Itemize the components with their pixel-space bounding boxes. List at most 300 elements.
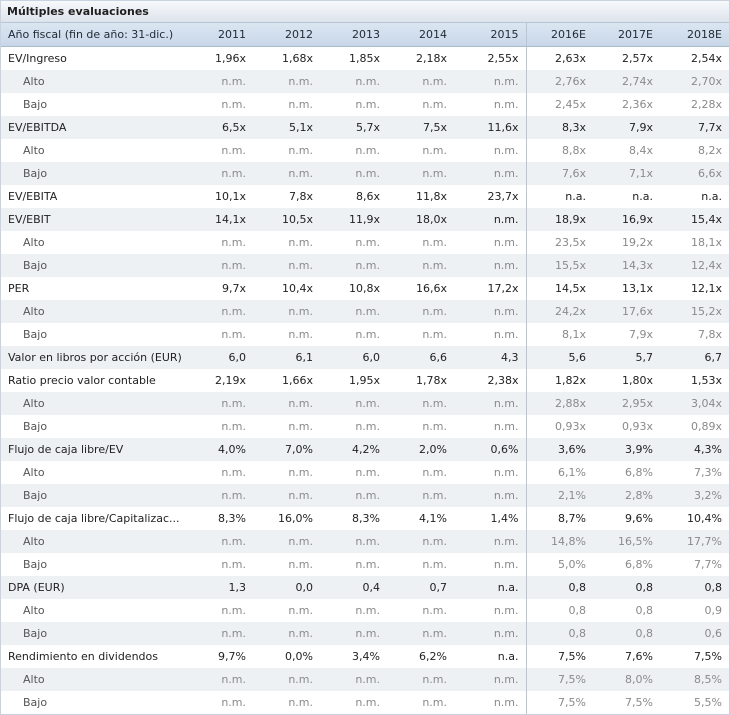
value-cell: n.m. <box>387 461 454 484</box>
value-cell: n.m. <box>454 70 526 93</box>
value-cell: 10,1x <box>194 185 253 208</box>
row-label: DPA (EUR) <box>1 576 194 599</box>
estimate-value-cell: 2,8% <box>593 484 660 507</box>
value-cell: n.m. <box>387 392 454 415</box>
estimate-value-cell: 24,2x <box>526 300 593 323</box>
estimate-value-cell: 0,93x <box>593 415 660 438</box>
value-cell: n.m. <box>253 231 320 254</box>
value-cell: n.m. <box>253 93 320 116</box>
row-label: EV/EBIT <box>1 208 194 231</box>
value-cell: 10,8x <box>320 277 387 300</box>
value-cell: 0,0% <box>253 645 320 668</box>
value-cell: n.m. <box>387 254 454 277</box>
estimate-value-cell: 7,5% <box>526 668 593 691</box>
value-cell: n.m. <box>194 553 253 576</box>
value-cell: 1,3 <box>194 576 253 599</box>
table-subrow <box>1 162 729 185</box>
subrow-label: Alto <box>1 599 194 622</box>
subrow-label: Bajo <box>1 162 194 185</box>
estimate-value-cell: 0,89x <box>660 415 729 438</box>
value-cell: n.m. <box>253 668 320 691</box>
table-row <box>1 576 729 599</box>
row-label: EV/Ingreso <box>1 47 194 71</box>
subrow-label: Alto <box>1 300 194 323</box>
estimate-value-cell: 2,28x <box>660 93 729 116</box>
value-cell: 6,0 <box>320 346 387 369</box>
row-label: EV/EBITDA <box>1 116 194 139</box>
value-cell: n.m. <box>454 599 526 622</box>
estimate-value-cell: 3,9% <box>593 438 660 461</box>
value-cell: n.m. <box>454 254 526 277</box>
estimate-value-cell: 6,6x <box>660 162 729 185</box>
value-cell: 11,9x <box>320 208 387 231</box>
value-cell: n.m. <box>194 691 253 714</box>
value-cell: n.m. <box>454 484 526 507</box>
value-cell: n.m. <box>253 162 320 185</box>
value-cell: n.m. <box>253 599 320 622</box>
estimate-value-cell: 7,6x <box>526 162 593 185</box>
value-cell: 14,1x <box>194 208 253 231</box>
header-row <box>1 23 729 47</box>
estimate-value-cell: 8,2x <box>660 139 729 162</box>
value-cell: n.m. <box>320 530 387 553</box>
estimate-value-cell: 6,8% <box>593 553 660 576</box>
table-row <box>1 438 729 461</box>
value-cell: n.m. <box>253 553 320 576</box>
estimate-value-cell: 0,6 <box>660 622 729 645</box>
estimate-value-cell: 2,57x <box>593 47 660 71</box>
estimate-value-cell: 14,3x <box>593 254 660 277</box>
subrow-label: Bajo <box>1 691 194 714</box>
estimate-value-cell: 6,1% <box>526 461 593 484</box>
value-cell: n.m. <box>253 254 320 277</box>
table-subrow <box>1 530 729 553</box>
value-cell: 1,96x <box>194 47 253 71</box>
table-row <box>1 277 729 300</box>
header-year: 2013 <box>320 23 387 47</box>
header-year: 2015 <box>454 23 526 47</box>
value-cell: 0,6% <box>454 438 526 461</box>
estimate-value-cell: 2,54x <box>660 47 729 71</box>
row-label: PER <box>1 277 194 300</box>
value-cell: n.m. <box>387 668 454 691</box>
estimate-value-cell: 7,5% <box>593 691 660 714</box>
value-cell: n.m. <box>320 484 387 507</box>
estimate-value-cell: 15,2x <box>660 300 729 323</box>
value-cell: n.m. <box>387 530 454 553</box>
value-cell: 6,6 <box>387 346 454 369</box>
header-year: 2014 <box>387 23 454 47</box>
subrow-label: Alto <box>1 139 194 162</box>
estimate-value-cell: 2,88x <box>526 392 593 415</box>
value-cell: n.m. <box>454 139 526 162</box>
value-cell: n.m. <box>320 691 387 714</box>
value-cell: 17,2x <box>454 277 526 300</box>
subrow-label: Alto <box>1 231 194 254</box>
table-subrow <box>1 599 729 622</box>
value-cell: 10,5x <box>253 208 320 231</box>
subrow-label: Alto <box>1 70 194 93</box>
value-cell: 1,85x <box>320 47 387 71</box>
value-cell: 10,4x <box>253 277 320 300</box>
row-label: Valor en libros por acción (EUR) <box>1 346 194 369</box>
estimate-value-cell: 18,1x <box>660 231 729 254</box>
value-cell: n.m. <box>194 668 253 691</box>
estimate-value-cell: 8,4x <box>593 139 660 162</box>
value-cell: n.m. <box>320 461 387 484</box>
table-subrow <box>1 553 729 576</box>
header-year-estimate: 2016E <box>526 23 593 47</box>
value-cell: n.a. <box>454 576 526 599</box>
value-cell: n.m. <box>320 392 387 415</box>
estimate-value-cell: 17,6x <box>593 300 660 323</box>
subrow-label: Alto <box>1 392 194 415</box>
estimate-value-cell: 7,9x <box>593 323 660 346</box>
value-cell: 6,5x <box>194 116 253 139</box>
value-cell: n.m. <box>454 415 526 438</box>
estimate-value-cell: 10,4% <box>660 507 729 530</box>
estimate-value-cell: 7,5% <box>526 691 593 714</box>
value-cell: n.m. <box>454 553 526 576</box>
estimate-value-cell: 8,7% <box>526 507 593 530</box>
estimate-value-cell: 16,5% <box>593 530 660 553</box>
value-cell: n.m. <box>454 622 526 645</box>
value-cell: 2,38x <box>454 369 526 392</box>
estimate-value-cell: 12,1x <box>660 277 729 300</box>
estimate-value-cell: 7,7x <box>660 116 729 139</box>
header-year-estimate: 2018E <box>660 23 729 47</box>
value-cell: n.m. <box>454 323 526 346</box>
table-row <box>1 116 729 139</box>
value-cell: n.m. <box>194 231 253 254</box>
value-cell: n.m. <box>253 415 320 438</box>
subrow-label: Alto <box>1 530 194 553</box>
value-cell: n.m. <box>253 691 320 714</box>
value-cell: 11,6x <box>454 116 526 139</box>
subrow-label: Bajo <box>1 254 194 277</box>
estimate-value-cell: 0,8 <box>526 622 593 645</box>
estimate-value-cell: 3,2% <box>660 484 729 507</box>
value-cell: 1,4% <box>454 507 526 530</box>
table-row <box>1 208 729 231</box>
value-cell: 7,5x <box>387 116 454 139</box>
value-cell: 0,4 <box>320 576 387 599</box>
table-subrow <box>1 668 729 691</box>
value-cell: 0,0 <box>253 576 320 599</box>
panel-title: Múltiples evaluaciones <box>1 1 729 23</box>
estimate-value-cell: 3,04x <box>660 392 729 415</box>
estimate-value-cell: 2,45x <box>526 93 593 116</box>
value-cell: n.m. <box>194 415 253 438</box>
value-cell: 2,19x <box>194 369 253 392</box>
table-row <box>1 185 729 208</box>
estimate-value-cell: 2,76x <box>526 70 593 93</box>
estimate-value-cell: 16,9x <box>593 208 660 231</box>
table-body <box>1 47 729 715</box>
value-cell: 8,6x <box>320 185 387 208</box>
value-cell: n.m. <box>253 392 320 415</box>
estimate-value-cell: 8,3x <box>526 116 593 139</box>
estimate-value-cell: 7,1x <box>593 162 660 185</box>
value-cell: n.a. <box>454 645 526 668</box>
value-cell: n.m. <box>320 599 387 622</box>
table-row <box>1 47 729 71</box>
estimate-value-cell: 14,8% <box>526 530 593 553</box>
value-cell: n.m. <box>253 139 320 162</box>
estimate-value-cell: 8,5% <box>660 668 729 691</box>
estimate-value-cell: 18,9x <box>526 208 593 231</box>
estimate-value-cell: 9,6% <box>593 507 660 530</box>
value-cell: n.m. <box>320 254 387 277</box>
value-cell: 4,3 <box>454 346 526 369</box>
subrow-label: Alto <box>1 668 194 691</box>
value-cell: n.m. <box>320 300 387 323</box>
estimate-value-cell: 7,6% <box>593 645 660 668</box>
row-label: Flujo de caja libre/EV <box>1 438 194 461</box>
value-cell: n.m. <box>194 461 253 484</box>
subrow-label: Bajo <box>1 484 194 507</box>
table-subrow <box>1 254 729 277</box>
estimate-value-cell: 8,8x <box>526 139 593 162</box>
estimate-value-cell: 7,5% <box>660 645 729 668</box>
estimate-value-cell: 15,5x <box>526 254 593 277</box>
value-cell: 9,7% <box>194 645 253 668</box>
value-cell: n.m. <box>194 392 253 415</box>
value-cell: n.m. <box>320 139 387 162</box>
header-fiscal-year-label: Año fiscal (fin de año: 31-dic.) <box>1 23 194 47</box>
value-cell: n.m. <box>387 162 454 185</box>
value-cell: 11,8x <box>387 185 454 208</box>
estimate-value-cell: 2,74x <box>593 70 660 93</box>
value-cell: 1,95x <box>320 369 387 392</box>
subrow-label: Alto <box>1 461 194 484</box>
table-subrow <box>1 392 729 415</box>
value-cell: n.m. <box>194 484 253 507</box>
value-cell: 8,3% <box>320 507 387 530</box>
estimate-value-cell: 0,8 <box>660 576 729 599</box>
value-cell: 1,66x <box>253 369 320 392</box>
subrow-label: Bajo <box>1 622 194 645</box>
value-cell: n.m. <box>320 162 387 185</box>
estimate-value-cell: 6,8% <box>593 461 660 484</box>
estimate-value-cell: 0,8 <box>526 599 593 622</box>
value-cell: n.m. <box>454 162 526 185</box>
estimate-value-cell: 8,0% <box>593 668 660 691</box>
value-cell: 5,1x <box>253 116 320 139</box>
estimate-value-cell: 8,1x <box>526 323 593 346</box>
value-cell: 6,0 <box>194 346 253 369</box>
estimate-value-cell: 0,93x <box>526 415 593 438</box>
estimate-value-cell: 5,7 <box>593 346 660 369</box>
subrow-label: Bajo <box>1 415 194 438</box>
table-subrow <box>1 93 729 116</box>
estimate-value-cell: 3,6% <box>526 438 593 461</box>
table-subrow <box>1 461 729 484</box>
value-cell: n.m. <box>253 70 320 93</box>
estimate-value-cell: 12,4x <box>660 254 729 277</box>
value-cell: n.m. <box>194 622 253 645</box>
estimate-value-cell: 7,5% <box>526 645 593 668</box>
value-cell: n.m. <box>320 622 387 645</box>
value-cell: n.m. <box>320 323 387 346</box>
estimate-value-cell: 5,0% <box>526 553 593 576</box>
value-cell: n.m. <box>320 231 387 254</box>
value-cell: n.m. <box>194 93 253 116</box>
value-cell: n.m. <box>454 668 526 691</box>
value-cell: n.m. <box>253 484 320 507</box>
value-cell: n.m. <box>253 300 320 323</box>
value-cell: n.m. <box>194 300 253 323</box>
estimate-value-cell: 2,63x <box>526 47 593 71</box>
estimate-value-cell: 6,7 <box>660 346 729 369</box>
value-cell: 1,68x <box>253 47 320 71</box>
value-cell: n.m. <box>320 93 387 116</box>
estimate-value-cell: 0,8 <box>593 599 660 622</box>
value-cell: n.m. <box>454 300 526 323</box>
estimate-value-cell: 7,8x <box>660 323 729 346</box>
estimate-value-cell: 7,7% <box>660 553 729 576</box>
value-cell: n.m. <box>387 484 454 507</box>
value-cell: 7,8x <box>253 185 320 208</box>
value-cell: 2,55x <box>454 47 526 71</box>
estimate-value-cell: 17,7% <box>660 530 729 553</box>
estimate-value-cell: 0,8 <box>526 576 593 599</box>
value-cell: n.m. <box>387 691 454 714</box>
value-cell: n.m. <box>387 70 454 93</box>
value-cell: n.m. <box>454 461 526 484</box>
estimate-value-cell: 5,5% <box>660 691 729 714</box>
value-cell: n.m. <box>387 622 454 645</box>
table-subrow <box>1 70 729 93</box>
value-cell: 4,2% <box>320 438 387 461</box>
estimate-value-cell: 15,4x <box>660 208 729 231</box>
value-cell: n.m. <box>194 162 253 185</box>
value-cell: n.m. <box>194 254 253 277</box>
subrow-label: Bajo <box>1 93 194 116</box>
value-cell: 6,2% <box>387 645 454 668</box>
estimate-value-cell: 13,1x <box>593 277 660 300</box>
value-cell: 6,1 <box>253 346 320 369</box>
value-cell: n.m. <box>194 323 253 346</box>
value-cell: n.m. <box>387 553 454 576</box>
estimate-value-cell: 23,5x <box>526 231 593 254</box>
value-cell: n.m. <box>320 553 387 576</box>
row-label: Rendimiento en dividendos <box>1 645 194 668</box>
value-cell: n.m. <box>253 622 320 645</box>
value-cell: 3,4% <box>320 645 387 668</box>
table-subrow <box>1 300 729 323</box>
estimate-value-cell: n.a. <box>526 185 593 208</box>
estimate-value-cell: 7,3% <box>660 461 729 484</box>
value-cell: n.m. <box>253 461 320 484</box>
value-cell: n.m. <box>454 93 526 116</box>
value-cell: n.m. <box>387 139 454 162</box>
table-subrow <box>1 323 729 346</box>
table-subrow <box>1 484 729 507</box>
value-cell: 8,3% <box>194 507 253 530</box>
value-cell: 16,6x <box>387 277 454 300</box>
value-cell: n.m. <box>320 668 387 691</box>
estimate-value-cell: 1,82x <box>526 369 593 392</box>
estimate-value-cell: 1,80x <box>593 369 660 392</box>
value-cell: n.m. <box>320 415 387 438</box>
value-cell: n.m. <box>387 415 454 438</box>
value-cell: n.m. <box>253 323 320 346</box>
valuation-table <box>1 23 729 714</box>
table-row <box>1 645 729 668</box>
estimate-value-cell: 2,36x <box>593 93 660 116</box>
header-year: 2011 <box>194 23 253 47</box>
value-cell: n.m. <box>194 530 253 553</box>
value-cell: n.m. <box>454 691 526 714</box>
value-cell: 2,18x <box>387 47 454 71</box>
table-subrow <box>1 622 729 645</box>
estimate-value-cell: 2,70x <box>660 70 729 93</box>
value-cell: n.m. <box>387 231 454 254</box>
subrow-label: Bajo <box>1 323 194 346</box>
table-row <box>1 346 729 369</box>
value-cell: 4,1% <box>387 507 454 530</box>
table-subrow <box>1 139 729 162</box>
row-label: Ratio precio valor contable <box>1 369 194 392</box>
value-cell: 0,7 <box>387 576 454 599</box>
table-subrow <box>1 415 729 438</box>
table-subrow <box>1 231 729 254</box>
estimate-value-cell: 0,8 <box>593 576 660 599</box>
value-cell: n.m. <box>454 392 526 415</box>
value-cell: n.m. <box>387 323 454 346</box>
value-cell: 5,7x <box>320 116 387 139</box>
estimate-value-cell: 1,53x <box>660 369 729 392</box>
value-cell: n.m. <box>194 70 253 93</box>
value-cell: 23,7x <box>454 185 526 208</box>
table-subrow <box>1 691 729 714</box>
estimate-value-cell: 19,2x <box>593 231 660 254</box>
value-cell: 2,0% <box>387 438 454 461</box>
value-cell: n.m. <box>387 93 454 116</box>
value-cell: n.m. <box>194 599 253 622</box>
value-cell: 4,0% <box>194 438 253 461</box>
estimate-value-cell: n.a. <box>660 185 729 208</box>
estimate-value-cell: 4,3% <box>660 438 729 461</box>
subrow-label: Bajo <box>1 553 194 576</box>
value-cell: 16,0% <box>253 507 320 530</box>
value-cell: n.m. <box>253 530 320 553</box>
row-label: Flujo de caja libre/Capitalizac... <box>1 507 194 530</box>
value-cell: n.m. <box>454 208 526 231</box>
header-year-estimate: 2017E <box>593 23 660 47</box>
value-cell: n.m. <box>387 300 454 323</box>
value-cell: n.m. <box>387 599 454 622</box>
value-cell: n.m. <box>320 70 387 93</box>
row-label: EV/EBITA <box>1 185 194 208</box>
value-cell: n.m. <box>194 139 253 162</box>
value-cell: 18,0x <box>387 208 454 231</box>
estimate-value-cell: 5,6 <box>526 346 593 369</box>
value-cell: n.m. <box>454 530 526 553</box>
value-cell: n.m. <box>454 231 526 254</box>
table-row <box>1 507 729 530</box>
value-cell: 9,7x <box>194 277 253 300</box>
value-cell: 7,0% <box>253 438 320 461</box>
estimate-value-cell: 2,95x <box>593 392 660 415</box>
estimate-value-cell: 14,5x <box>526 277 593 300</box>
estimate-value-cell: n.a. <box>593 185 660 208</box>
estimate-value-cell: 7,9x <box>593 116 660 139</box>
table-row <box>1 369 729 392</box>
value-cell: 1,78x <box>387 369 454 392</box>
estimate-value-cell: 2,1% <box>526 484 593 507</box>
